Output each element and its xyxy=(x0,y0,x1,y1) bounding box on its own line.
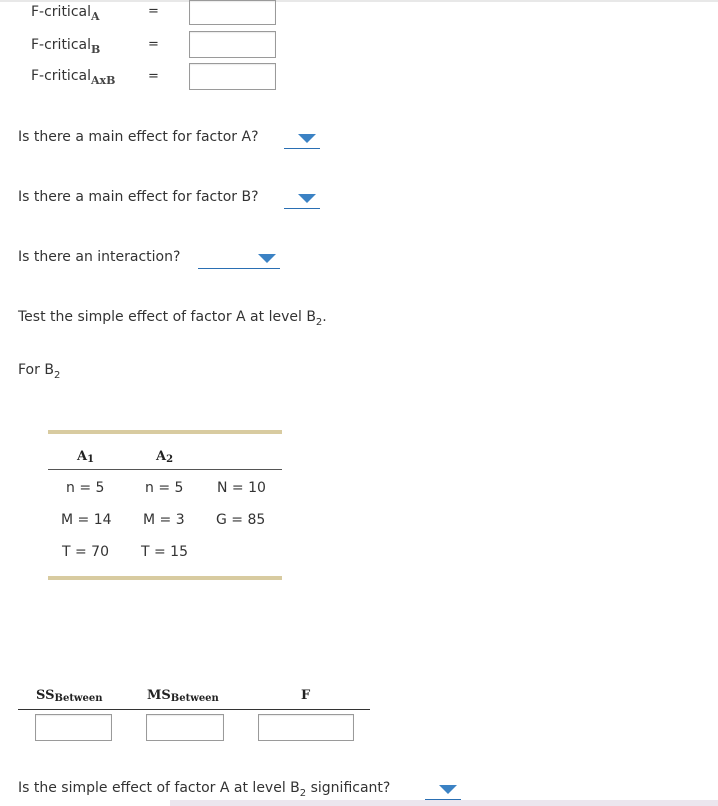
ss-header-rule xyxy=(18,709,370,710)
final-question: Is the simple effect of factor A at level $B_2$ significant? xyxy=(18,780,391,799)
main-effect-a-dropdown[interactable] xyxy=(284,129,320,149)
simple-effect-significance-dropdown[interactable] xyxy=(425,780,461,800)
chevron-down-icon xyxy=(439,785,457,794)
f-header: F xyxy=(301,688,311,703)
equals-sign: = xyxy=(148,37,159,52)
for-b2-label: For $B_2$ xyxy=(18,362,61,381)
chevron-down-icon xyxy=(298,194,316,203)
header-a1: $A_1$ xyxy=(77,449,95,465)
chevron-down-icon xyxy=(298,134,316,143)
table-header-rule xyxy=(48,469,282,470)
question-main-effect-a: Is there a main effect for factor A? xyxy=(18,129,259,145)
table-cell: M = 14 xyxy=(61,512,112,528)
fcritical-axb-input[interactable] xyxy=(189,63,276,90)
table-cell: G = 85 xyxy=(216,512,266,528)
equals-sign: = xyxy=(148,4,159,19)
chevron-down-icon xyxy=(258,254,276,263)
ss-between-header: $SS_{Between}$ xyxy=(36,688,103,704)
equals-sign: = xyxy=(148,69,159,84)
ms-between-input[interactable] xyxy=(146,714,224,741)
table-cell: T = 15 xyxy=(141,544,188,560)
simple-effect-instruction: Test the simple effect of factor A at level $B_2$. xyxy=(18,309,327,328)
fcritical-b-input[interactable] xyxy=(189,31,276,58)
header-a2: $A_2$ xyxy=(156,449,174,465)
ss-between-input[interactable] xyxy=(35,714,112,741)
table-bottom-band xyxy=(48,576,282,580)
ms-between-header: $MS_{Between}$ xyxy=(147,688,219,704)
table-cell: n = 5 xyxy=(66,480,105,496)
table-cell: M = 3 xyxy=(143,512,185,528)
question-main-effect-b: Is there a main effect for factor B? xyxy=(18,189,259,205)
table-cell: T = 70 xyxy=(62,544,109,560)
f-value-input[interactable] xyxy=(258,714,354,741)
fcritical-a-input[interactable] xyxy=(189,0,276,25)
fcritical-a-label: F-critical$_A$ xyxy=(31,4,100,23)
table-top-band xyxy=(48,430,282,434)
bottom-scroll-strip xyxy=(170,800,718,806)
question-interaction: Is there an interaction? xyxy=(18,249,181,265)
fcritical-b-label: F-critical$_B$ xyxy=(31,37,101,56)
main-effect-b-dropdown[interactable] xyxy=(284,189,320,209)
table-cell: N = 10 xyxy=(217,480,266,496)
table-cell: n = 5 xyxy=(145,480,184,496)
top-divider xyxy=(0,0,718,2)
fcritical-axb-label: F-critical$_{AxB}$ xyxy=(31,68,116,87)
interaction-dropdown[interactable] xyxy=(198,249,280,269)
